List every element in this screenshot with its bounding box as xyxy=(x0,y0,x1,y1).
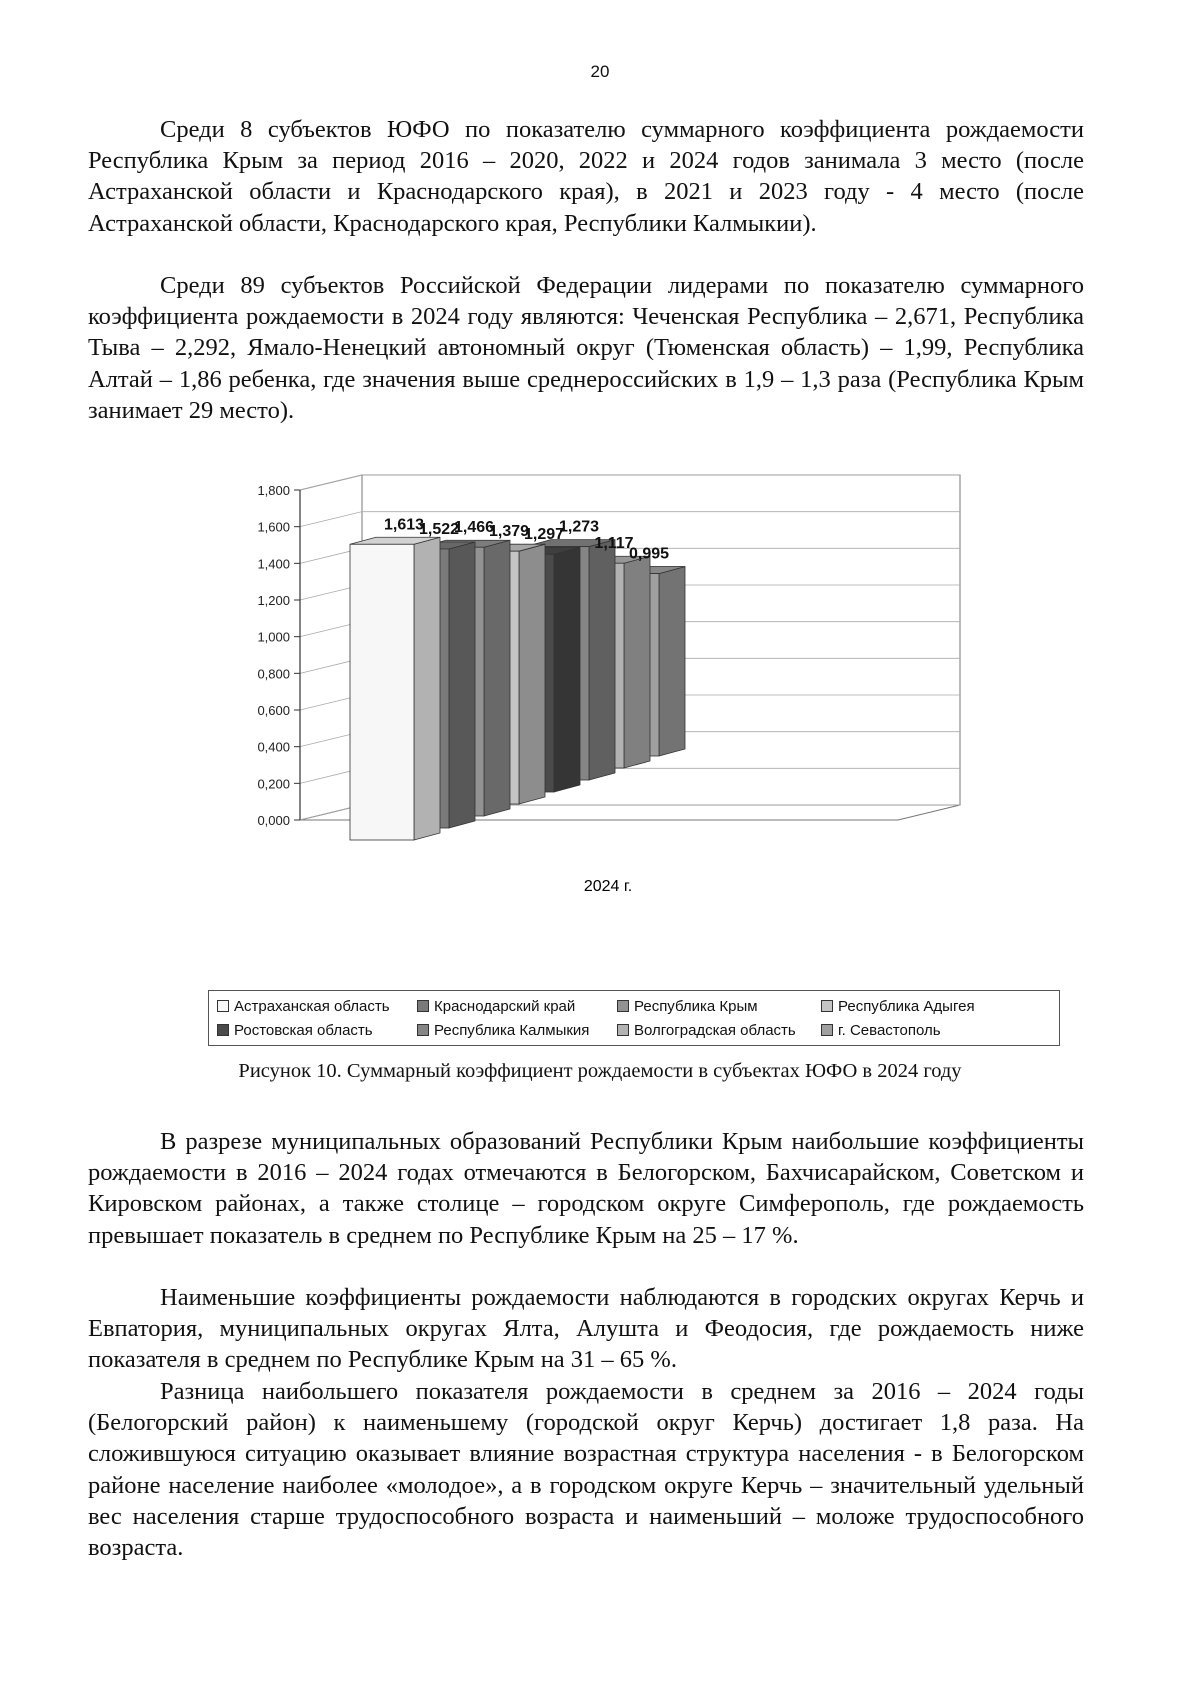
legend-swatch xyxy=(417,1024,429,1036)
data-label: 0,995 xyxy=(628,545,670,563)
bar-side xyxy=(414,537,440,840)
legend-swatch xyxy=(821,1024,833,1036)
legend-swatch xyxy=(417,1000,429,1012)
bar-side xyxy=(519,544,545,804)
legend-label: Краснодарский край xyxy=(434,998,576,1015)
paragraph-min-municipal: Наименьшие коэффициенты рождаемости наблюдаются в городских округах Керчь и Евпатория, муниципальных округах Ялта, Алушта и Феодосия, где рождаемость ниже показателя в среднем по Республике Крым на 31 – 65 %. xyxy=(88,1284,1084,1374)
fertility-chart xyxy=(200,470,1000,985)
data-label: 1,466 xyxy=(453,519,495,537)
data-label: 1,117 xyxy=(594,535,634,553)
legend-item xyxy=(417,997,575,1017)
legend-item xyxy=(217,1021,373,1041)
y-tick-label: 1,200 xyxy=(257,593,290,608)
legend-label: Волгоградская область xyxy=(634,1022,796,1039)
paragraph-difference: Разница наибольшего показателя рождаемости в среднем за 2016 – 2024 годы (Белогорский район) к наименьшему (городской округ Керчь) достигает 1,8 раза. На сложившуюся ситуацию оказывает влияние возрастная структура населения - в Белогорском районе население наиболее «молодое», а в городском округе Керчь – значительный удельный вес населения старше трудоспособного возраста и наименьший – моложе трудоспособного возраста. xyxy=(88,1378,1084,1562)
legend-swatch xyxy=(617,1024,629,1036)
legend-item xyxy=(617,1021,796,1041)
legend-swatch xyxy=(821,1000,833,1012)
bar-side xyxy=(554,547,580,792)
legend-swatch xyxy=(217,1024,229,1036)
y-tick-label: 0,800 xyxy=(257,666,290,682)
legend-swatch xyxy=(617,1000,629,1012)
figure-caption: Рисунок 10. Суммарный коэффициент рождаемости в субъектах ЮФО в 2024 году xyxy=(238,1060,962,1082)
data-label: 1,379 xyxy=(488,523,530,541)
legend-swatch xyxy=(217,1000,229,1012)
x-axis-label: 2024 г. xyxy=(583,878,633,895)
legend-item xyxy=(821,997,975,1017)
y-tick-label: 1,000 xyxy=(257,629,290,645)
paragraph-max-municipal: В разрезе муниципальных образований Республики Крым наибольшие коэффициенты рождаемости в 2016 – 2024 годах отмечаются в Белогорском, Бахчисарайском, Советском и Кировском районах, а также столице – городском округе Симферополь, где рождаемость превышает показатель в среднем по Республике Крым на 25 – 17 %. xyxy=(88,1128,1084,1249)
legend-label: Республика Крым xyxy=(634,998,758,1015)
bar-side xyxy=(589,540,615,780)
y-tick-label: 0,600 xyxy=(257,703,290,718)
bar-side xyxy=(449,542,475,828)
legend-label: Республика Адыгея xyxy=(838,998,975,1015)
data-label: 1,273 xyxy=(558,518,600,536)
y-tick-label: 0,000 xyxy=(257,813,290,828)
y-tick-label: 0,400 xyxy=(257,739,290,755)
bar-side xyxy=(659,567,685,756)
legend-label: Ростовская область xyxy=(234,1022,373,1039)
data-label: 1,613 xyxy=(383,516,425,534)
legend-label: Астраханская область xyxy=(234,998,390,1015)
y-tick-label: 1,400 xyxy=(257,556,290,572)
data-label: 1,522 xyxy=(418,520,460,538)
bar-1 xyxy=(350,537,440,840)
legend-item xyxy=(821,1021,941,1041)
y-tick-label: 0,200 xyxy=(257,776,290,792)
legend-label: Республика Калмыкия xyxy=(434,1022,590,1039)
bar-side xyxy=(624,556,650,768)
data-label: 1,297 xyxy=(523,526,565,544)
legend-label: г. Севастополь xyxy=(838,1022,941,1039)
legend-item xyxy=(417,1021,589,1041)
paragraph-rf-leaders: Среди 89 субъектов Российской Федерации лидерами по показателю суммарного коэффициента рождаемости в 2024 году являются: Чеченская Республика – 2,671, Республика Тыва – 2,292, Ямало-Ненецкий автономный округ (Тюменская область) – 1,99, Республика Алтай – 1,86 ребенка, где значения выше среднероссийских в 1,9 – 1,3 раза (Республика Крым занимает 29 место). xyxy=(88,272,1084,424)
y-tick-label: 1,800 xyxy=(257,483,290,498)
page-number: 20 xyxy=(590,62,610,81)
y-tick-label: 1,600 xyxy=(257,519,290,535)
legend-item xyxy=(217,997,390,1017)
bar-side xyxy=(484,540,510,816)
legend-item xyxy=(617,997,758,1017)
paragraph-ufo-ranking: Среди 8 субъектов ЮФО по показателю суммарного коэффициента рождаемости Республика Крым за период 2016 – 2020, 2022 и 2024 годов занимала 3 место (после Астраханской области и Краснодарского края), в 2021 и 2023 году - 4 место (после Астраханской области, Краснодарского края, Республики Калмыкии). xyxy=(88,116,1084,237)
bar-front xyxy=(350,544,414,840)
chart-legend xyxy=(208,990,1060,1046)
